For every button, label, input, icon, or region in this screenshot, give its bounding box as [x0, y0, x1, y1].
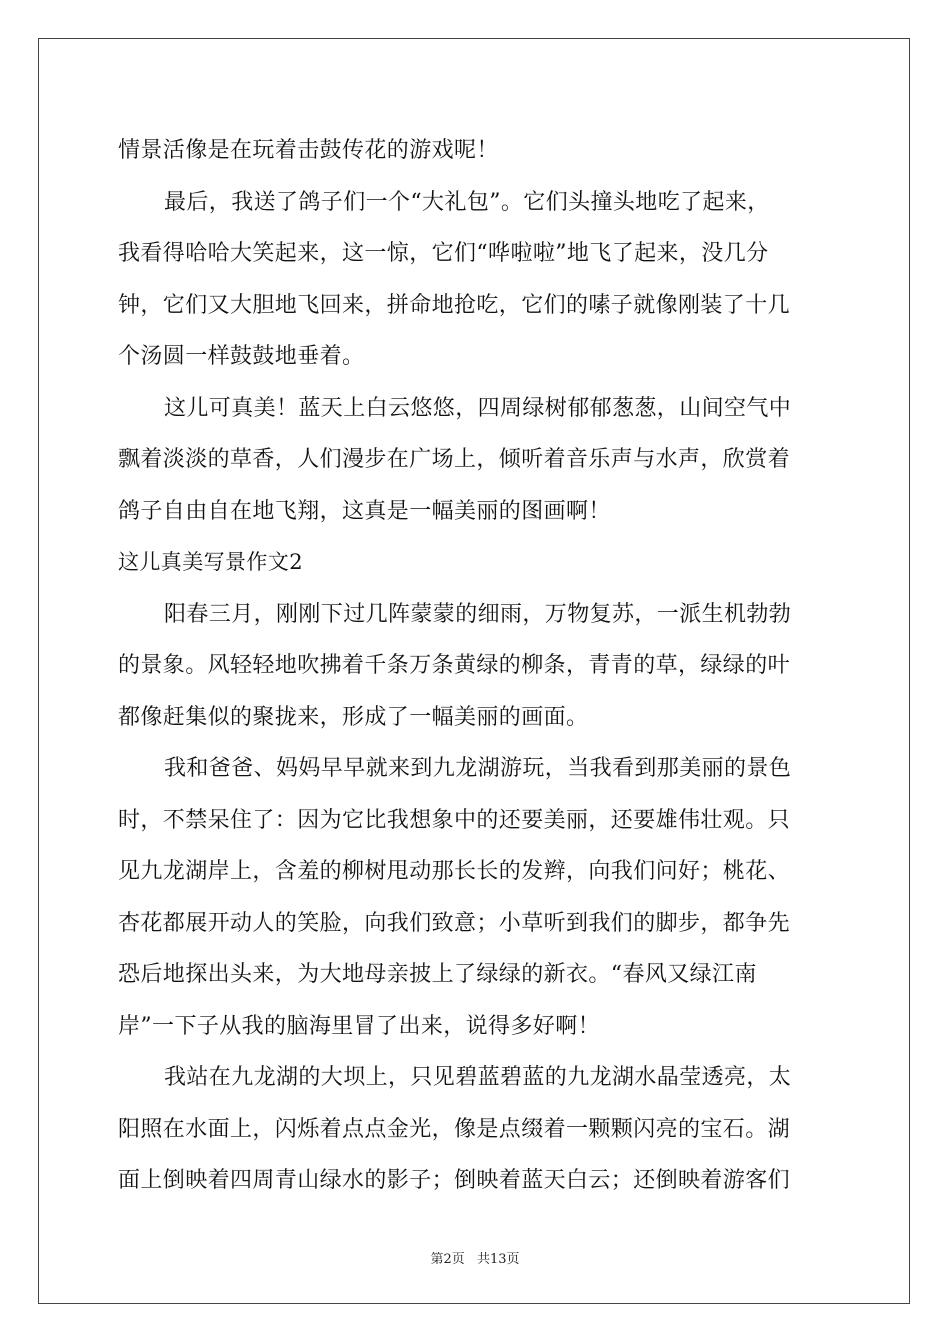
paragraph-start-line: 我和爸爸、妈妈早早就来到九龙湖游玩，当我看到那美丽的景色: [164, 756, 792, 781]
text-line: 的景象。风轻轻地吹拂着千条万条黄绿的柳条，青青的草，绿绿的叶: [118, 653, 791, 678]
text-line: 岸”一下子从我的脑海里冒了出来，说得多好啊！: [118, 1013, 601, 1039]
text-line: 都像赶集似的聚拢来，形成了一幅美丽的画面。: [118, 704, 589, 730]
text-line: 杏花都展开动人的笑脸，向我们致意；小草听到我们的脚步，都争先: [118, 910, 791, 936]
text-line: 恐后地探出头来，为大地母亲披上了绿绿的新衣。“春风又绿江南: [118, 962, 757, 987]
text-line: 鸽子自由自在地飞翔，这真是一幅美丽的图画啊！: [118, 498, 611, 524]
section-heading: 这儿真美写景作文2: [118, 550, 303, 574]
text-line: 情景活像是在玩着击鼓传花的游戏呢！: [118, 138, 499, 163]
text-line: 见九龙湖岸上，含羞的柳树甩动那长长的发辫，向我们问好；桃花、: [118, 859, 791, 884]
text-line: 钟，它们又大胆地飞回来，拼命地抢吃，它们的嗉子就像刚装了十几: [118, 292, 791, 318]
text-line: 我看得哈哈大笑起来，这一惊，它们“哗啦啦”地飞了起来，没几分: [118, 241, 769, 266]
text-line: 个汤圆一样鼓鼓地垂着。: [118, 344, 365, 369]
page-number: 第2页: [430, 1252, 465, 1267]
page-footer: [0, 1248, 950, 1267]
page-total: 共13页: [476, 1252, 520, 1267]
paragraph-start-line: 阳春三月，刚刚下过几阵蒙蒙的细雨，万物复苏，一派生机勃勃: [164, 601, 792, 627]
text-line: 时，不禁呆住了：因为它比我想象中的还要美丽，还要雄伟壮观。只: [118, 807, 791, 833]
text-line: 飘着淡淡的草香，人们漫步在广场上，倾听着音乐声与水声，欣赏着: [118, 447, 791, 472]
text-line: 面上倒映着四周青山绿水的影子；倒映着蓝天白云；还倒映着游客们: [118, 1168, 791, 1193]
text-line: 阳照在水面上，闪烁着点点金光，像是点缀着一颗颗闪亮的宝石。湖: [118, 1116, 791, 1142]
paragraph-start-line: 最后，我送了鸽子们一个“大礼包”。它们头撞头地吃了起来，: [164, 189, 770, 215]
paragraph-start-line: 我站在九龙湖的大坝上，只见碧蓝碧蓝的九龙湖水晶莹透亮，太: [164, 1065, 792, 1090]
document-body: [118, 125, 834, 1207]
paragraph-start-line: 这儿可真美！蓝天上白云悠悠，四周绿树郁郁葱葱，山间空气中: [164, 395, 792, 421]
